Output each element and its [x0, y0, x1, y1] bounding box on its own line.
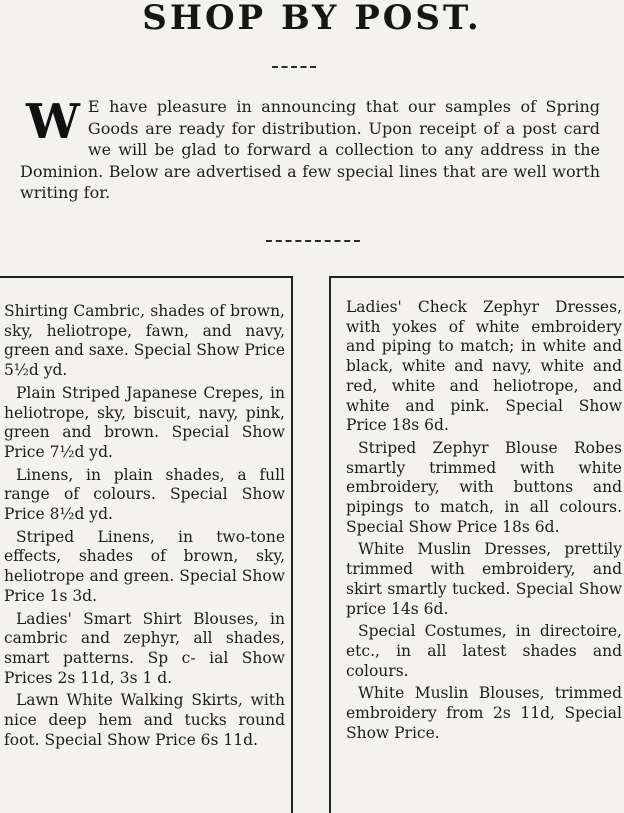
page-title: SHOP BY POST.	[142, 0, 482, 38]
product-listing: Shirting Cambric, shades of brown, sky, heliotrope, fawn, and navy, green and saxe. Special Show Price 5½d yd.	[4, 302, 285, 380]
column-rule-right	[329, 276, 331, 813]
product-listing: Plain Striped Japanese Crepes, in heliotrope, sky, biscuit, navy, pink, green and brown. Special Show Price 7½d yd.	[4, 383, 285, 461]
product-listing: Linens, in plain shades, a full range of colours. Special Show Price 8½d yd.	[4, 465, 285, 524]
product-listing: Striped Zephyr Blouse Robes smartly trimmed with white embroidery, with buttons and pipings to match, in all colours. Special Show Price 18s 6d.	[346, 438, 622, 536]
product-listing: Lawn White Walking Skirts, with nice deep hem and tucks round foot. Special Show Price 6s 11d.	[4, 691, 285, 749]
drop-cap: W	[26, 94, 80, 150]
product-listing: Ladies' Check Zephyr Dresses, with yokes of white embroidery and piping to match; in white and black, white and navy, white and red, white and heliotrope, and white and pink. Special Show Price 18s 6d.	[346, 298, 622, 435]
left-column-top-rule	[0, 276, 292, 278]
intro-text: E have pleasure in announcing that our samples of Spring Goods are ready for distribution. Upon receipt of a post card we will be glad to forward a collection to any address in the Dominion. Below are advertised a few special lines that are well worth writing for.	[20, 97, 600, 202]
intro-divider	[266, 240, 360, 242]
title-divider	[272, 66, 316, 68]
product-listing: Special Costumes, in directoire, etc., in all latest shades and colours.	[346, 622, 622, 680]
product-listing: Striped Linens, in two-tone effects, shades of brown, sky, heliotrope and green. Special Show Price 1s 3d.	[4, 527, 285, 605]
left-column	[4, 302, 285, 753]
intro-paragraph	[20, 96, 600, 204]
product-listing: White Muslin Dresses, prettily trimmed with embroidery, and skirt smartly tucked. Special Show price 14s 6d.	[346, 540, 622, 618]
right-column	[346, 298, 622, 746]
column-rule-left	[291, 276, 293, 813]
right-column-top-rule	[330, 276, 624, 278]
product-listing: White Muslin Blouses, trimmed embroidery from 2s 11d, Special Show Price.	[346, 684, 622, 742]
product-listing: Ladies' Smart Shirt Blouses, in cambric and zephyr, all shades, smart patterns. Sp c- ial Show Prices 2s 11d, 3s 1 d.	[4, 609, 285, 687]
